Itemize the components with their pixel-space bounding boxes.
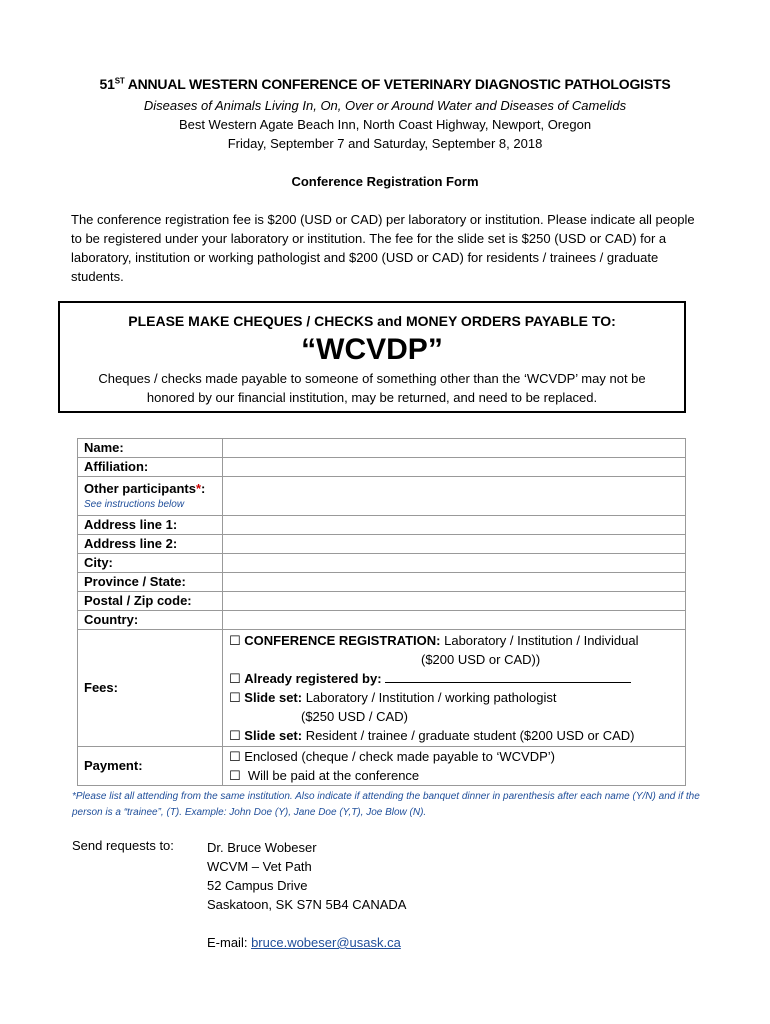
other-participants-field[interactable] [223,477,686,516]
province-field[interactable] [223,573,686,592]
affiliation-field[interactable] [223,458,686,477]
fees-label: Fees: [78,630,223,747]
pay-at-conference-checkbox[interactable]: ☐ [229,768,241,783]
notice-note: Cheques / checks made payable to someone of something other than the ‘WCVDP’ may not be honored by our financial institution, may be returned, and need to be replaced. [98,371,646,405]
already-registered-field[interactable] [385,670,631,683]
contact-city: Saskatoon, SK S7N 5B4 CANADA [207,897,407,912]
conference-registration-checkbox[interactable]: ☐ [229,633,241,648]
table-row [78,439,686,458]
postal-field[interactable] [223,592,686,611]
slide-set-resident-checkbox[interactable]: ☐ [229,728,241,743]
dates: Friday, September 7 and Saturday, September 8, 2018 [227,136,543,151]
other-participants-hint: See instructions below [84,499,185,510]
city-label: City: [78,554,223,573]
contact-email-line: E-mail: bruce.wobeser@usask.ca [207,935,401,950]
conference-title: 51ST ANNUAL WESTERN CONFERENCE OF VETERINARY DIAGNOSTIC PATHOLOGISTS [99,76,671,92]
contact-name: Dr. Bruce Wobeser [207,840,317,855]
payable-notice-box [58,301,686,413]
venue: Best Western Agate Beach Inn, North Coast Highway, Newport, Oregon [178,117,592,132]
registration-table [77,438,686,786]
payee-name: “WCVDP” [301,333,443,366]
table-row [78,477,686,516]
table-row [78,516,686,535]
contact-address [207,838,406,952]
form-title: Conference Registration Form [291,174,479,189]
province-label: Province / State: [78,573,223,592]
table-row [78,535,686,554]
footnote: *Please list all attending from the same institution. Also indicate if attending the banquet dinner in parenthesis after each name (Y/N) and if the person is a “trainee”, (T). Example: John Doe (Y), Jane Doe (Y,T), Joe Blow (N). [72,791,700,818]
payment-label: Payment: [78,747,223,786]
payment-options: ☐ Enclosed (cheque / check made payable to ‘WCVDP’) ☐ Will be paid at the conference [223,747,686,786]
slide-set-lab-checkbox[interactable]: ☐ [229,690,241,705]
affiliation-label: Affiliation: [78,458,223,477]
notice-heading: PLEASE MAKE CHEQUES / CHECKS and MONEY ORDERS PAYABLE TO: [128,313,616,329]
other-participants-label: Other participants*: See instructions below [78,477,223,516]
address1-field[interactable] [223,516,686,535]
already-registered-checkbox[interactable]: ☐ [229,671,241,686]
country-field[interactable] [223,611,686,630]
address1-label: Address line 1: [78,516,223,535]
city-field[interactable] [223,554,686,573]
table-row [78,554,686,573]
conference-subtitle: Diseases of Animals Living In, On, Over or Around Water and Diseases of Camelids [143,98,627,113]
send-requests-label: Send requests to: [72,838,174,853]
fees-options: ☐ CONFERENCE REGISTRATION: Laboratory / Institution / Individual ($200 USD or CAD)) ☐ Already registered by: ☐ Slide set: Laboratory / Institution / working pathologist ($250 USD / CAD) ☐ Slide set: Resident / trainee / graduate student ($200 USD or CAD) [223,630,686,747]
enclosed-checkbox[interactable]: ☐ [229,749,241,764]
table-row [78,747,686,786]
table-row [78,458,686,477]
postal-label: Postal / Zip code: [78,592,223,611]
name-field[interactable] [223,439,686,458]
address2-label: Address line 2: [78,535,223,554]
table-row [78,592,686,611]
contact-street: 52 Campus Drive [207,878,308,893]
intro-paragraph: The conference registration fee is $200 (USD or CAD) per laboratory or institution. Please indicate all people to be registered under your laboratory or institution. The fee for the slide set is $250 (USD or CAD) for a laboratory, institution or working pathologist and $200 (USD or CAD) for residents / trainees / graduate students. [71,212,695,284]
table-row [78,573,686,592]
contact-dept: WCVM – Vet Path [207,859,312,874]
table-row [78,630,686,747]
name-label: Name: [78,439,223,458]
address2-field[interactable] [223,535,686,554]
email-link[interactable]: bruce.wobeser@usask.ca [251,935,401,950]
country-label: Country: [78,611,223,630]
table-row [78,611,686,630]
